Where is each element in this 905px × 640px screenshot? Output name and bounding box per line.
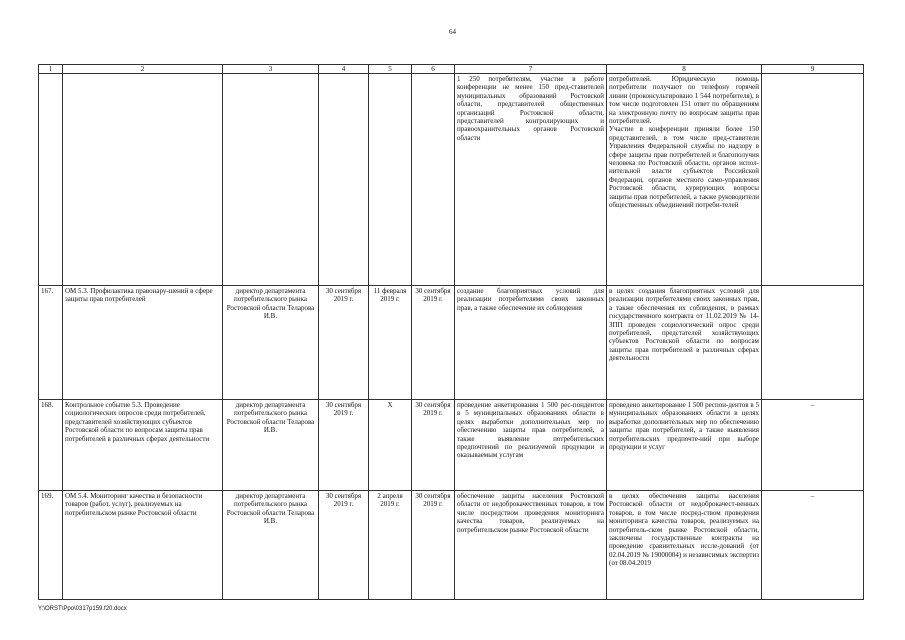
header-row	[39, 65, 864, 74]
notes-cell	[762, 286, 864, 400]
row-number	[39, 74, 63, 286]
actual-start-cell: 2 апреля 2019 г.	[369, 491, 412, 600]
result-paragraph: Участие в конференции приняли более 150 представителей, в том числе пред-ставители Управления Федеральной службы по надзору в сфере защиты прав потребителей и благополучия человека по Ростовской области, органов испол-нительной власти субъектов Российской Федерации, органов местного само-управления Ростовской области, курирующих вопросы защиты прав потребителей, а также руководители общественных объединений потреби-телей	[609, 125, 759, 210]
result-paragraph: проведено анкетирование 1 500 респон-дентов в 5 муниципальных образованиях области в целях выработки дополнительных мер по обеспечению защиты прав потребителей, а также выявления потребительских предпочте-ний при выборе продукции и услуг	[609, 401, 759, 452]
header-col-8: 8	[607, 65, 762, 74]
file-path-footer: Y:\ORST\Ppo\0317p159.f20.docx	[38, 606, 127, 612]
actual-start-cell: 11 февраля 2019 г.	[369, 286, 412, 400]
header-col-1: 1	[39, 65, 63, 74]
table-row	[39, 74, 864, 286]
actual-result-cell	[607, 74, 762, 286]
table-row	[39, 400, 864, 491]
measure-cell: ОМ 5.3. Профилактика правонару-шений в сфере защиты прав потребителей	[63, 286, 223, 400]
actual-end-cell: 30 сентября 2019 г.	[412, 491, 455, 600]
header-col-5: 5	[369, 65, 412, 74]
actual-start-cell	[369, 74, 412, 286]
actual-end-cell: 30 сентября 2019 г.	[412, 286, 455, 400]
actual-result-cell	[607, 491, 762, 600]
plan-date-cell: 30 сентября 2019 г.	[319, 491, 369, 600]
expected-result-cell: 1 250 потребителям, участие в работе конференции не менее 150 пред-ставителей муниципальных образований Ростовской области, представителей общественных организаций Ростовской области, представителей контролирующих и правоохранительных органов Ростовской области	[455, 74, 607, 286]
expected-result-cell: обеспечение защиты населения Ростовской области от недоброкачественных товаров, в том числе посредством проведения мониторинга качества товаров, реализуемых на потребительском рынке Ростовской области	[455, 491, 607, 600]
responsible-cell: директор департамента потребительского рынка Ростовской области Теларова И.В.	[223, 491, 319, 600]
result-paragraph: в целях обеспечения защиты населения Ростовской области от недоброкачест-венных товаров, в том числе посред-ством проведения мониторинга качества товаров, реализуемых на потребитель-ском рынке Ростовской области, заключены государственные контракты на проведение сравнительных иссле-дований (от 02.04.2019 № 19000004) и независимых экспертиз (от 08.04.2019	[609, 492, 759, 568]
header-col-2: 2	[63, 65, 223, 74]
table-row	[39, 491, 864, 600]
plan-date-cell: 30 сентября 2019 г.	[319, 400, 369, 491]
expected-result-cell: проведение анкетирования 1 500 рес-пондентов в 5 муниципальных образованиях области в целях выработки дополнительных мер по обеспечению защиты прав потребителей, а также выявление потребительских предпочтений по реализуемой продукции и оказываемым услугам	[455, 400, 607, 491]
responsible-cell: директор департамента потребительского рынка Ростовской области Теларова И.В.	[223, 286, 319, 400]
responsible-cell: директор департамента потребительского рынка Ростовской области Теларова И.В.	[223, 400, 319, 491]
table-row	[39, 286, 864, 400]
plan-date-cell: 30 сентября 2019 г.	[319, 286, 369, 400]
header-col-6: 6	[412, 65, 455, 74]
measure-cell	[63, 74, 223, 286]
responsible-cell	[223, 74, 319, 286]
notes-cell: –	[762, 491, 864, 600]
header-col-3: 3	[223, 65, 319, 74]
actual-end-cell	[412, 74, 455, 286]
row-number: 169.	[39, 491, 63, 600]
row-number: 168.	[39, 400, 63, 491]
page-number: 64	[449, 28, 456, 36]
actual-start-cell: Х	[369, 400, 412, 491]
header-col-9: 9	[762, 65, 864, 74]
result-paragraph: в целях создания благоприятных условий для реализации потребителями своих законных прав, а также обеспечения их соблюдения, в рамках государственного контракта от 11.02.2019 № 14-ЗПП проведен социологический опрос среди потребителей, предстателей хозяйствующих субъектов Ростовской области по вопросам защиты прав потребителей в различных сферах деятельности	[609, 287, 759, 363]
notes-cell: –	[762, 400, 864, 491]
header-col-4: 4	[319, 65, 369, 74]
actual-end-cell: 30 сентября 2019 г.	[412, 400, 455, 491]
actual-result-cell	[607, 286, 762, 400]
expected-result-cell: создание благоприятных условий для реализации потребителями своих законных прав, а также обеспечение их соблюдения	[455, 286, 607, 400]
measure-cell: ОМ 5.4. Мониторинг качества и безопасности товаров (работ, услуг), реализуемых на потребительском рынке Ростовской области	[63, 491, 223, 600]
notes-cell	[762, 74, 864, 286]
actual-result-cell	[607, 400, 762, 491]
header-col-7: 7	[455, 65, 607, 74]
measure-cell: Контрольное событие 5.3. Проведение социологических опросов среди потребителей, представителей хозяйствующих субъектов Ростовской области по вопросам защиты прав потребителей в различных сферах деятельности	[63, 400, 223, 491]
report-table	[38, 64, 864, 600]
plan-date-cell	[319, 74, 369, 286]
row-number: 167.	[39, 286, 63, 400]
result-paragraph: потребителей. Юридическую помощь потребители получают по телефону горячей линии (проконсультировано 1 544 потребителя), в том числе подготовлен 151 ответ по обращениям на электронную почту по вопросам защиты прав потребителей.	[609, 75, 759, 126]
